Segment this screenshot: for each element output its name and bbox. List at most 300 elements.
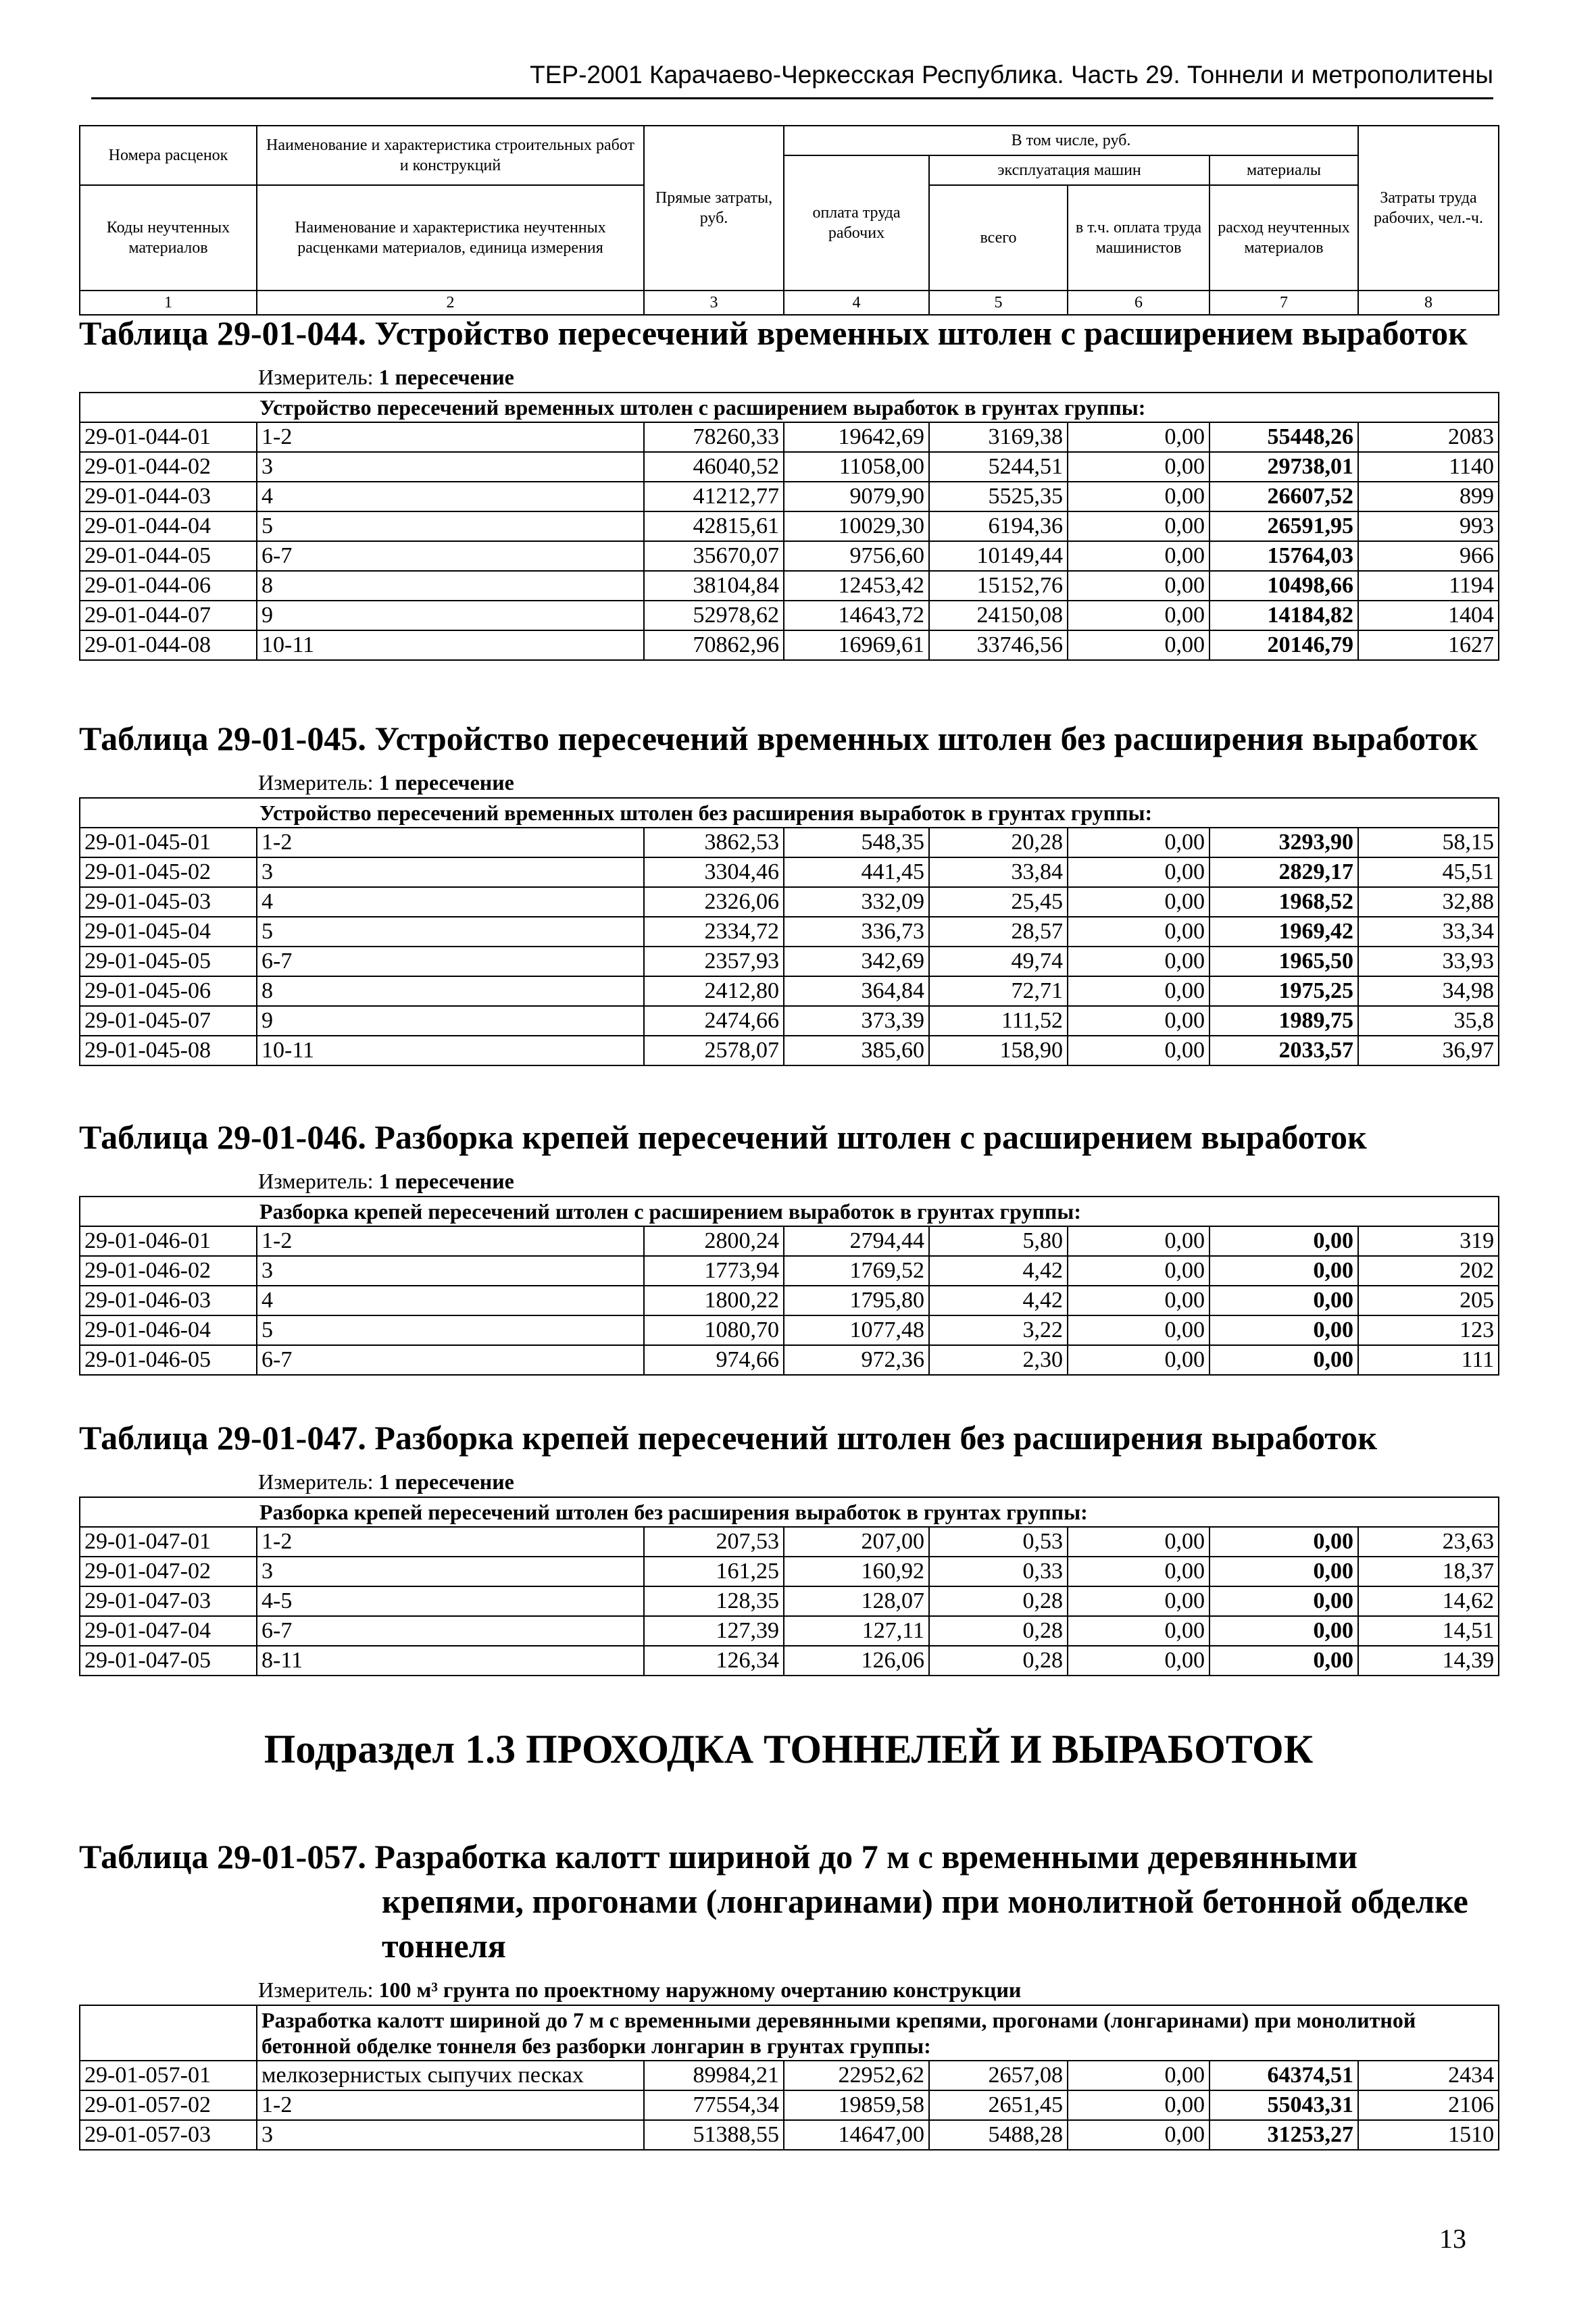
- table-row: [80, 1616, 1499, 1646]
- table-row: [80, 1006, 1499, 1036]
- col-number: 7: [1210, 291, 1358, 315]
- cell-mach: 5525,35: [929, 482, 1068, 511]
- cell-hours: 35,8: [1358, 1006, 1499, 1036]
- cell-code: 29-01-045-06: [80, 976, 257, 1006]
- cell-labor: 385,60: [784, 1036, 929, 1065]
- col-number: 1: [80, 291, 257, 315]
- cell-mach: 111,52: [929, 1006, 1068, 1036]
- measure-line: [79, 1976, 1498, 2003]
- cell-mach-labor: 0,00: [1068, 917, 1210, 947]
- cell-hours: 1510: [1358, 2120, 1499, 2150]
- cell-code: 29-01-045-03: [80, 887, 257, 917]
- cell-mach: 5244,51: [929, 452, 1068, 482]
- cell-code: 29-01-044-06: [80, 571, 257, 601]
- cell-name: 3: [257, 452, 644, 482]
- col-incl: В том числе, руб.: [784, 126, 1358, 155]
- cell-mach: 4,42: [929, 1286, 1068, 1315]
- cell-mach-labor: 0,00: [1068, 1527, 1210, 1557]
- table-row: [80, 857, 1499, 887]
- cell-name: 8: [257, 571, 644, 601]
- cell-mach: 33,84: [929, 857, 1068, 887]
- cell-direct: 52978,62: [644, 601, 784, 630]
- cell-code: 29-01-046-01: [80, 1226, 257, 1256]
- cell-mach-labor: 0,00: [1068, 2120, 1210, 2150]
- col-number: 8: [1358, 291, 1499, 315]
- cell-name: 5: [257, 917, 644, 947]
- cell-mach: 0,28: [929, 1646, 1068, 1676]
- cell-labor: 12453,42: [784, 571, 929, 601]
- cell-mat: 10498,66: [1210, 571, 1358, 601]
- measure-label: Измеритель:: [258, 1169, 374, 1193]
- cell-mach: 3169,38: [929, 422, 1068, 452]
- cell-mach: 4,42: [929, 1256, 1068, 1286]
- table-row: [80, 422, 1499, 452]
- measure-line: [79, 363, 1498, 391]
- cell-mat: 0,00: [1210, 1646, 1358, 1676]
- cell-direct: 42815,61: [644, 511, 784, 541]
- cell-mach-labor: 0,00: [1068, 1036, 1210, 1065]
- cell-mat: 0,00: [1210, 1345, 1358, 1375]
- cell-labor: 364,84: [784, 976, 929, 1006]
- col-number: 2: [257, 291, 644, 315]
- cell-code: 29-01-046-04: [80, 1315, 257, 1345]
- cell-code: 29-01-044-03: [80, 482, 257, 511]
- table-caption: Разработка калотт шириной до 7 м с временными деревянными крепями, прогонами (лонгаринами) при монолитной бетонной обделке тоннеля без разборки лонгарин в грунтах группы:: [257, 2005, 1499, 2061]
- cell-mach-labor: 0,00: [1068, 2090, 1210, 2120]
- cell-code: 29-01-045-05: [80, 947, 257, 976]
- cell-hours: 1140: [1358, 452, 1499, 482]
- cell-code: 29-01-045-08: [80, 1036, 257, 1065]
- cell-mach-labor: 0,00: [1068, 1557, 1210, 1586]
- cell-mach-labor: 0,00: [1068, 541, 1210, 571]
- cell-mat: 55448,26: [1210, 422, 1358, 452]
- measure-label: Измеритель:: [258, 770, 374, 795]
- cell-mach-labor: 0,00: [1068, 887, 1210, 917]
- cell-mach-labor: 0,00: [1068, 1286, 1210, 1315]
- cell-mach-labor: 0,00: [1068, 1226, 1210, 1256]
- measure-label: Измеритель:: [258, 1978, 374, 2002]
- cell-direct: 3304,46: [644, 857, 784, 887]
- cell-name: 5: [257, 511, 644, 541]
- cell-hours: 966: [1358, 541, 1499, 571]
- page-number: 13: [1439, 2223, 1466, 2254]
- cell-mach-labor: 0,00: [1068, 2061, 1210, 2090]
- table-row: [80, 601, 1499, 630]
- cell-direct: 70862,96: [644, 630, 784, 660]
- cell-direct: 51388,55: [644, 2120, 784, 2150]
- table-row: [80, 1315, 1499, 1345]
- cell-name: мелкозернистых сыпучих песках: [257, 2061, 644, 2090]
- cell-labor: 2794,44: [784, 1226, 929, 1256]
- data-table: [79, 1196, 1499, 1376]
- cell-mach: 6194,36: [929, 511, 1068, 541]
- col-labor: оплата труда рабочих: [784, 155, 929, 291]
- cell-name: 9: [257, 1006, 644, 1036]
- table-title: Таблица 29-01-047. Разборка крепей пересечений штолен без расширения выработок: [79, 1419, 1378, 1457]
- cell-mat: 31253,27: [1210, 2120, 1358, 2150]
- cell-direct: 127,39: [644, 1616, 784, 1646]
- cell-direct: 46040,52: [644, 452, 784, 482]
- cell-labor: 16969,61: [784, 630, 929, 660]
- table-row: [80, 1557, 1499, 1586]
- cell-mat: 2829,17: [1210, 857, 1358, 887]
- table-caption: Устройство пересечений временных штолен без расширения выработок в грунтах группы:: [80, 798, 1499, 828]
- cell-direct: 77554,34: [644, 2090, 784, 2120]
- table-row: [80, 1286, 1499, 1315]
- cell-name: 6-7: [257, 947, 644, 976]
- cell-hours: 34,98: [1358, 976, 1499, 1006]
- column-header-table: [79, 125, 1499, 316]
- cell-mat: 0,00: [1210, 1586, 1358, 1616]
- measure-label: Измеритель:: [258, 1469, 374, 1494]
- cell-mach: 0,53: [929, 1527, 1068, 1557]
- col-name-bottom: Наименование и характеристика неучтенных расценками материалов, единица измерения: [257, 185, 644, 291]
- cell-direct: 3862,53: [644, 828, 784, 857]
- cell-code: 29-01-047-02: [80, 1557, 257, 1586]
- cell-hours: 111: [1358, 1345, 1499, 1375]
- cell-mach: 2657,08: [929, 2061, 1068, 2090]
- table-row: [80, 482, 1499, 511]
- cell-mat: 26607,52: [1210, 482, 1358, 511]
- cell-mach-labor: 0,00: [1068, 422, 1210, 452]
- cell-mat: 0,00: [1210, 1315, 1358, 1345]
- cell-mat: 0,00: [1210, 1616, 1358, 1646]
- data-table: [79, 1496, 1499, 1676]
- cell-direct: 78260,33: [644, 422, 784, 452]
- running-header: ТЕР-2001 Карачаево-Черкесская Республика. Часть 29. Тоннели и метрополитены: [530, 61, 1493, 89]
- cell-name: 8-11: [257, 1646, 644, 1676]
- col-mat-usage: расход неучтенных материалов: [1210, 185, 1358, 291]
- cell-direct: 126,34: [644, 1646, 784, 1676]
- cell-name: 1-2: [257, 1226, 644, 1256]
- cell-mach: 10149,44: [929, 541, 1068, 571]
- col-hours: Затраты труда рабочих, чел.-ч.: [1358, 126, 1499, 291]
- cell-mat: 26591,95: [1210, 511, 1358, 541]
- cell-code: 29-01-047-01: [80, 1527, 257, 1557]
- cell-direct: 974,66: [644, 1345, 784, 1375]
- cell-labor: 128,07: [784, 1586, 929, 1616]
- cell-labor: 1795,80: [784, 1286, 929, 1315]
- cell-labor: 19642,69: [784, 422, 929, 452]
- col-number: 4: [784, 291, 929, 315]
- cell-code: 29-01-045-01: [80, 828, 257, 857]
- cell-code: 29-01-045-02: [80, 857, 257, 887]
- cell-mach-labor: 0,00: [1068, 828, 1210, 857]
- cell-mat: 1975,25: [1210, 976, 1358, 1006]
- cell-hours: 899: [1358, 482, 1499, 511]
- table-caption: Устройство пересечений временных штолен с расширением выработок в грунтах группы:: [80, 393, 1499, 422]
- cell-mach-labor: 0,00: [1068, 1256, 1210, 1286]
- cell-labor: 9079,90: [784, 482, 929, 511]
- cell-hours: 14,51: [1358, 1616, 1499, 1646]
- cell-labor: 9756,60: [784, 541, 929, 571]
- cell-mach: 33746,56: [929, 630, 1068, 660]
- cell-labor: 1077,48: [784, 1315, 929, 1345]
- cell-code: 29-01-044-04: [80, 511, 257, 541]
- cell-code: 29-01-044-02: [80, 452, 257, 482]
- cell-code: 29-01-057-02: [80, 2090, 257, 2120]
- cell-mat: 29738,01: [1210, 452, 1358, 482]
- cell-name: 3: [257, 1557, 644, 1586]
- table-row: [80, 571, 1499, 601]
- cell-mach: 15152,76: [929, 571, 1068, 601]
- cell-hours: 1404: [1358, 601, 1499, 630]
- cell-hours: 33,93: [1358, 947, 1499, 976]
- cell-hours: 23,63: [1358, 1527, 1499, 1557]
- col-mach-total: всего: [929, 185, 1068, 291]
- cell-mach: 158,90: [929, 1036, 1068, 1065]
- table-title: Таблица 29-01-044. Устройство пересечений временных штолен с расширением выработок: [79, 314, 1468, 352]
- cell-name: 3: [257, 2120, 644, 2150]
- cell-labor: 10029,30: [784, 511, 929, 541]
- cell-name: 10-11: [257, 630, 644, 660]
- cell-mat: 0,00: [1210, 1527, 1358, 1557]
- cell-mach-labor: 0,00: [1068, 1345, 1210, 1375]
- measure-line: [79, 1468, 1498, 1495]
- cell-hours: 33,34: [1358, 917, 1499, 947]
- cell-labor: 336,73: [784, 917, 929, 947]
- measure-value: 100 м³ грунта по проектному наружному очертанию конструкции: [378, 1978, 1022, 2002]
- cell-hours: 1194: [1358, 571, 1499, 601]
- cell-labor: 14647,00: [784, 2120, 929, 2150]
- cell-direct: 2334,72: [644, 917, 784, 947]
- cell-labor: 19859,58: [784, 2090, 929, 2120]
- measure-value: 1 пересечение: [378, 365, 514, 389]
- cell-mach: 0,28: [929, 1586, 1068, 1616]
- table-row: [80, 541, 1499, 571]
- cell-mach: 3,22: [929, 1315, 1068, 1345]
- col-number: 6: [1068, 291, 1210, 315]
- table-block: [79, 311, 1498, 661]
- cell-hours: 202: [1358, 1256, 1499, 1286]
- cell-mach: 0,33: [929, 1557, 1068, 1586]
- cell-labor: 22952,62: [784, 2061, 929, 2090]
- cell-hours: 2083: [1358, 422, 1499, 452]
- cell-name: 1-2: [257, 1527, 644, 1557]
- col-machines: эксплуатация машин: [929, 155, 1210, 185]
- cell-name: 4: [257, 1286, 644, 1315]
- cell-hours: 58,15: [1358, 828, 1499, 857]
- header-rule: [91, 97, 1493, 99]
- col-direct: Прямые затраты, руб.: [644, 126, 784, 291]
- cell-hours: 1627: [1358, 630, 1499, 660]
- cell-mach: 2651,45: [929, 2090, 1068, 2120]
- table-row: [80, 1586, 1499, 1616]
- cell-code: 29-01-046-02: [80, 1256, 257, 1286]
- cell-code: 29-01-047-05: [80, 1646, 257, 1676]
- cell-hours: 14,62: [1358, 1586, 1499, 1616]
- table-row: [80, 1226, 1499, 1256]
- table-title: Таблица 29-01-046. Разборка крепей пересечений штолен с расширением выработок: [79, 1118, 1367, 1156]
- cell-mach: 20,28: [929, 828, 1068, 857]
- cell-mat: 15764,03: [1210, 541, 1358, 571]
- cell-labor: 126,06: [784, 1646, 929, 1676]
- cell-mat: 1965,50: [1210, 947, 1358, 976]
- table-block: [79, 1115, 1498, 1376]
- cell-mat: 0,00: [1210, 1557, 1358, 1586]
- cell-direct: 35670,07: [644, 541, 784, 571]
- cell-name: 5: [257, 1315, 644, 1345]
- cell-hours: 2106: [1358, 2090, 1499, 2120]
- table-row: [80, 630, 1499, 660]
- table-row: [80, 947, 1499, 976]
- cell-mach-labor: 0,00: [1068, 1646, 1210, 1676]
- cell-mat: 0,00: [1210, 1226, 1358, 1256]
- table-row: [80, 976, 1499, 1006]
- cell-mach: 49,74: [929, 947, 1068, 976]
- cell-hours: 18,37: [1358, 1557, 1499, 1586]
- cell-code: 29-01-045-07: [80, 1006, 257, 1036]
- measure-value: 1 пересечение: [378, 770, 514, 795]
- cell-mat: 64374,51: [1210, 2061, 1358, 2090]
- cell-direct: 1800,22: [644, 1286, 784, 1315]
- cell-code: 29-01-044-07: [80, 601, 257, 630]
- cell-mat: 14184,82: [1210, 601, 1358, 630]
- cell-mach: 5,80: [929, 1226, 1068, 1256]
- cell-hours: 45,51: [1358, 857, 1499, 887]
- cell-hours: 993: [1358, 511, 1499, 541]
- col-number: 3: [644, 291, 784, 315]
- cell-hours: 205: [1358, 1286, 1499, 1315]
- cell-code: 29-01-044-08: [80, 630, 257, 660]
- cell-labor: 127,11: [784, 1616, 929, 1646]
- measure-label: Измеритель:: [258, 365, 374, 389]
- cell-mach: 72,71: [929, 976, 1068, 1006]
- cell-mach-labor: 0,00: [1068, 1006, 1210, 1036]
- cell-code: 29-01-044-05: [80, 541, 257, 571]
- cell-labor: 14643,72: [784, 601, 929, 630]
- cell-mach-labor: 0,00: [1068, 947, 1210, 976]
- cell-mach-labor: 0,00: [1068, 976, 1210, 1006]
- table-block: [79, 716, 1498, 1066]
- cell-direct: 207,53: [644, 1527, 784, 1557]
- table-block-057: [79, 1834, 1498, 2150]
- col-materials: материалы: [1210, 155, 1358, 185]
- cell-labor: 441,45: [784, 857, 929, 887]
- table-row: [80, 452, 1499, 482]
- cell-name: 6-7: [257, 1616, 644, 1646]
- cell-mach: 2,30: [929, 1345, 1068, 1375]
- table-title: Таблица 29-01-057. Разработка калотт шириной до 7 м с временными деревянными крепями, прогонами (лонгаринами) при монолитной бетонной обделке тоннеля: [79, 1838, 1468, 1965]
- cell-hours: 32,88: [1358, 887, 1499, 917]
- table-row: [80, 511, 1499, 541]
- table-row: [80, 917, 1499, 947]
- cell-mach-labor: 0,00: [1068, 1586, 1210, 1616]
- cell-mach-labor: 0,00: [1068, 630, 1210, 660]
- cell-mach-labor: 0,00: [1068, 511, 1210, 541]
- cell-direct: 128,35: [644, 1586, 784, 1616]
- cell-direct: 2326,06: [644, 887, 784, 917]
- table-row: [80, 2120, 1499, 2150]
- cell-name: 3: [257, 1256, 644, 1286]
- cell-direct: 1080,70: [644, 1315, 784, 1345]
- table-row: [80, 828, 1499, 857]
- table-caption: Разборка крепей пересечений штолен без расширения выработок в грунтах группы:: [80, 1497, 1499, 1527]
- data-table: [79, 2005, 1499, 2150]
- cell-mat: 1968,52: [1210, 887, 1358, 917]
- table-title: Таблица 29-01-045. Устройство пересечений временных штолен без расширения выработок: [79, 720, 1478, 757]
- cell-hours: 123: [1358, 1315, 1499, 1345]
- cell-name: 9: [257, 601, 644, 630]
- cell-code: 29-01-047-04: [80, 1616, 257, 1646]
- table-caption: Разборка крепей пересечений штолен с расширением выработок в грунтах группы:: [80, 1197, 1499, 1226]
- cell-code: 29-01-047-03: [80, 1586, 257, 1616]
- cell-name: 6-7: [257, 1345, 644, 1375]
- cell-mat: 1989,75: [1210, 1006, 1358, 1036]
- cell-mach: 5488,28: [929, 2120, 1068, 2150]
- table-block: [79, 1415, 1498, 1676]
- cell-mach-labor: 0,00: [1068, 1616, 1210, 1646]
- cell-direct: 89984,21: [644, 2061, 784, 2090]
- cell-labor: 548,35: [784, 828, 929, 857]
- cell-direct: 38104,84: [644, 571, 784, 601]
- col-name-top: Наименование и характеристика строительных работ и конструкций: [257, 126, 644, 185]
- table-row: [80, 2090, 1499, 2120]
- cell-mach-labor: 0,00: [1068, 601, 1210, 630]
- cell-name: 3: [257, 857, 644, 887]
- table-row: [80, 1036, 1499, 1065]
- cell-direct: 161,25: [644, 1557, 784, 1586]
- col-codes-bottom: Коды неучтенных материалов: [80, 185, 257, 291]
- cell-labor: 11058,00: [784, 452, 929, 482]
- cell-mach-labor: 0,00: [1068, 1315, 1210, 1345]
- cell-mach-labor: 0,00: [1068, 857, 1210, 887]
- table-row: [80, 1345, 1499, 1375]
- cell-labor: 373,39: [784, 1006, 929, 1036]
- cell-hours: 36,97: [1358, 1036, 1499, 1065]
- cell-labor: 972,36: [784, 1345, 929, 1375]
- cell-direct: 2800,24: [644, 1226, 784, 1256]
- cell-mat: 55043,31: [1210, 2090, 1358, 2120]
- cell-mach: 28,57: [929, 917, 1068, 947]
- cell-hours: 319: [1358, 1226, 1499, 1256]
- cell-direct: 2474,66: [644, 1006, 784, 1036]
- cell-labor: 160,92: [784, 1557, 929, 1586]
- cell-name: 1-2: [257, 2090, 644, 2120]
- cell-mach-labor: 0,00: [1068, 452, 1210, 482]
- cell-mach-labor: 0,00: [1068, 482, 1210, 511]
- cell-labor: 332,09: [784, 887, 929, 917]
- cell-labor: 1769,52: [784, 1256, 929, 1286]
- cell-mat: 0,00: [1210, 1286, 1358, 1315]
- cell-labor: 207,00: [784, 1527, 929, 1557]
- cell-direct: 1773,94: [644, 1256, 784, 1286]
- cell-code: 29-01-057-01: [80, 2061, 257, 2090]
- cell-direct: 2357,93: [644, 947, 784, 976]
- cell-name: 4-5: [257, 1586, 644, 1616]
- subsection-title: Подраздел 1.3 ПРОХОДКА ТОННЕЛЕЙ И ВЫРАБОТОК: [264, 1727, 1314, 1771]
- cell-labor: 342,69: [784, 947, 929, 976]
- cell-direct: 41212,77: [644, 482, 784, 511]
- cell-mat: 20146,79: [1210, 630, 1358, 660]
- cell-mat: 2033,57: [1210, 1036, 1358, 1065]
- cell-name: 1-2: [257, 422, 644, 452]
- cell-name: 1-2: [257, 828, 644, 857]
- table-row: [80, 2061, 1499, 2090]
- measure-value: 1 пересечение: [378, 1469, 514, 1494]
- cell-code: 29-01-057-03: [80, 2120, 257, 2150]
- table-row: [80, 1646, 1499, 1676]
- table-row: [80, 1256, 1499, 1286]
- cell-name: 4: [257, 482, 644, 511]
- table-row: [80, 887, 1499, 917]
- cell-code: 29-01-044-01: [80, 422, 257, 452]
- cell-mach-labor: 0,00: [1068, 571, 1210, 601]
- cell-code: 29-01-046-03: [80, 1286, 257, 1315]
- col-number: 5: [929, 291, 1068, 315]
- cell-mach: 24150,08: [929, 601, 1068, 630]
- cell-mach: 0,28: [929, 1616, 1068, 1646]
